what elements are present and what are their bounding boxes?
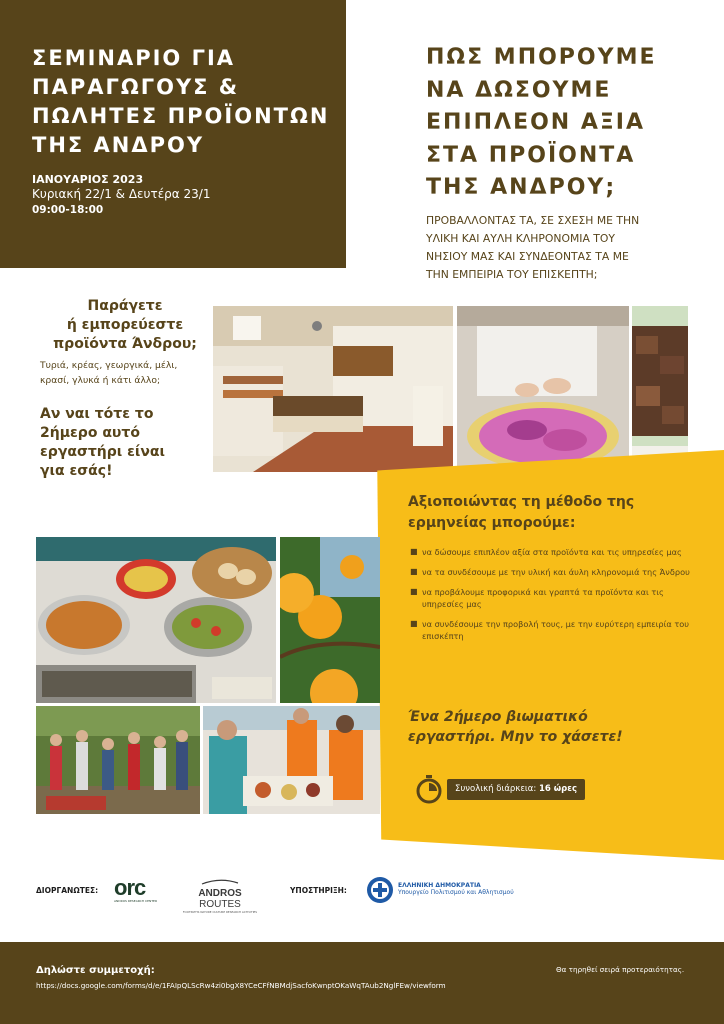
andros-logo-line2: ROUTES <box>199 899 241 910</box>
question-line: ΝΑ ΔΩΣΟΥΜΕ <box>426 77 612 103</box>
ministry-logo-text <box>398 882 568 896</box>
shop-interior-photo <box>213 306 453 472</box>
ministry-line1: ΕΛΛΗΝΙΚΗ ΔΗΜΟΚΡΑΤΙΑ <box>398 882 481 889</box>
seminar-title-line: ΠΑΡΑΓΩΓΟΥΣ & <box>32 75 240 99</box>
method-item-text: να δώσουμε επιπλέον αξία στα προϊόντα και τις υπηρεσίες μας <box>422 547 682 557</box>
seminar-title-line: ΤΗΣ ΑΝΔΡΟΥ <box>32 133 205 157</box>
bullet-icon: ■ <box>410 587 418 596</box>
seminar-title <box>32 44 332 160</box>
question-line: ΕΠΙΠΛΕΟΝ ΑΞΙΑ <box>426 110 646 135</box>
producers-question <box>40 297 210 354</box>
seminar-dates: Κυριακή 22/1 & Δευτέρα 23/1 <box>32 187 211 201</box>
petals-photo <box>457 306 629 472</box>
producers-line: Παράγετε <box>87 298 163 314</box>
question-sub-line: ΠΡΟΒΑΛΛΟΝΤΑΣ ΤΑ, ΣΕ ΣΧΕΣΗ ΜΕ ΤΗΝ <box>426 214 640 227</box>
seminar-month: ΙΑΝΟΥΑΡΙΟΣ 2023 <box>32 173 144 186</box>
oranges-photo <box>280 537 380 703</box>
method-title <box>408 492 708 534</box>
orc-logo <box>114 877 166 905</box>
method-item <box>410 546 702 558</box>
question-subtitle <box>426 212 716 284</box>
organizers-label: ΔΙΟΡΓΑΝΩΤΕΣ: <box>36 886 99 895</box>
bullet-icon: ■ <box>410 619 418 628</box>
register-title: Δηλώστε συμμετοχή: <box>36 965 155 976</box>
ministry-line2: Υπουργείο Πολιτισμού και Αθλητισμού <box>398 889 514 896</box>
duration-value: 16 ώρες <box>538 784 577 794</box>
method-title-line: Αξιοποιώντας τη μέθοδο της <box>408 494 635 510</box>
bullet-icon: ■ <box>410 567 418 576</box>
seminar-title-line: ΠΩΛΗΤΕΣ ΠΡΟΪΟΝΤΩΝ <box>32 104 330 128</box>
method-item <box>410 566 702 578</box>
support-label: ΥΠΟΣΤΗΡΙΞΗ: <box>290 886 347 895</box>
question-headline <box>426 42 716 205</box>
food-table-photo <box>36 537 276 703</box>
experience-line: εργαστήρι. Μην το χάσετε! <box>408 729 623 745</box>
producers-line: προϊόντα Άνδρου; <box>53 336 197 352</box>
products-examples <box>40 358 210 388</box>
question-line: ΠΩΣ ΜΠΟΡΟΥΜΕ <box>426 45 657 70</box>
method-item <box>410 618 702 642</box>
andros-logo-sub: FOOTPATHS NATURE CULTURE RESEARCH ACTIVITIES <box>182 910 258 914</box>
andros-routes-logo <box>181 870 259 914</box>
for-you-line: Αν ναι τότε το <box>40 406 154 422</box>
for-you-text <box>40 405 210 481</box>
registration-link[interactable]: https://docs.google.com/forms/d/e/1FAIpQLScRw4zi0bgX8YCeCFfNBMdjSacfoKwnptOKaWqTAub2NglFEw/viewform <box>36 981 446 990</box>
method-item-text: να προβάλουμε προφορικά και γραπτά τα προϊόντα και τις υπηρεσίες μας <box>422 587 664 609</box>
andros-routes-swoosh-icon <box>200 879 240 885</box>
orc-logo-sub: ANDROS RESEARCH CENTER <box>114 899 158 903</box>
products-line: Τυριά, κρέας, γεωργικά, μέλι, <box>40 360 178 371</box>
priority-note: Θα τηρηθεί σειρά προτεραιότητας. <box>556 965 685 974</box>
experience-text <box>408 707 698 747</box>
question-sub-line: ΝΗΣΙΟΥ ΜΑΣ ΚΑΙ ΣΥΝΔΕΟΝΤΑΣ ΤΑ ΜΕ <box>426 250 629 263</box>
pastries-photo <box>632 306 688 472</box>
duration-label: Συνολική διάρκεια: <box>455 784 537 794</box>
hikers-photo <box>36 706 200 814</box>
duration-badge <box>447 779 585 800</box>
question-sub-line: ΥΛΙΚΗ ΚΑΙ ΑΥΛΗ ΚΛΗΡΟΝΟΜΙΑ ΤΟΥ <box>426 232 615 245</box>
method-item-text: να τα συνδέσουμε με την υλική και άυλη κληρονομιά της Άνδρου <box>422 567 690 577</box>
seminar-title-line: ΣΕΜΙΝΑΡΙΟ ΓΙΑ <box>32 46 236 70</box>
method-item <box>410 586 702 610</box>
for-you-line: 2ήμερο αυτό <box>40 425 140 441</box>
question-sub-line: ΤΗΝ ΕΜΠΕΙΡΙΑ ΤΟΥ ΕΠΙΣΚΕΠΤΗ; <box>426 268 598 281</box>
for-you-line: για εσάς! <box>40 463 113 479</box>
tasting-photo <box>203 706 380 814</box>
products-line: κρασί, γλυκά ή κάτι άλλο; <box>40 375 161 386</box>
bullet-icon: ■ <box>410 547 418 556</box>
producers-line: ή εμπορεύεστε <box>66 317 184 333</box>
method-title-line: ερμηνείας μπορούμε: <box>408 515 576 531</box>
greek-republic-seal-icon <box>366 876 394 904</box>
for-you-line: εργαστήρι είναι <box>40 444 165 460</box>
orc-logo-text: orc <box>114 875 146 900</box>
question-line: ΤΗΣ ΑΝΔΡΟΥ; <box>426 175 617 200</box>
method-list <box>410 546 702 650</box>
andros-logo-line1: ANDROS <box>198 888 242 899</box>
method-item-text: να συνδέσουμε την προβολή τους, με την ευρύτερη εμπειρία του επισκέπτη <box>422 619 690 641</box>
stopwatch-icon <box>414 774 444 804</box>
question-line: ΣΤΑ ΠΡΟΪΟΝΤΑ <box>426 142 636 168</box>
experience-line: Ένα 2ήμερο βιωματικό <box>408 709 588 725</box>
seminar-hours: 09:00-18:00 <box>32 204 104 216</box>
